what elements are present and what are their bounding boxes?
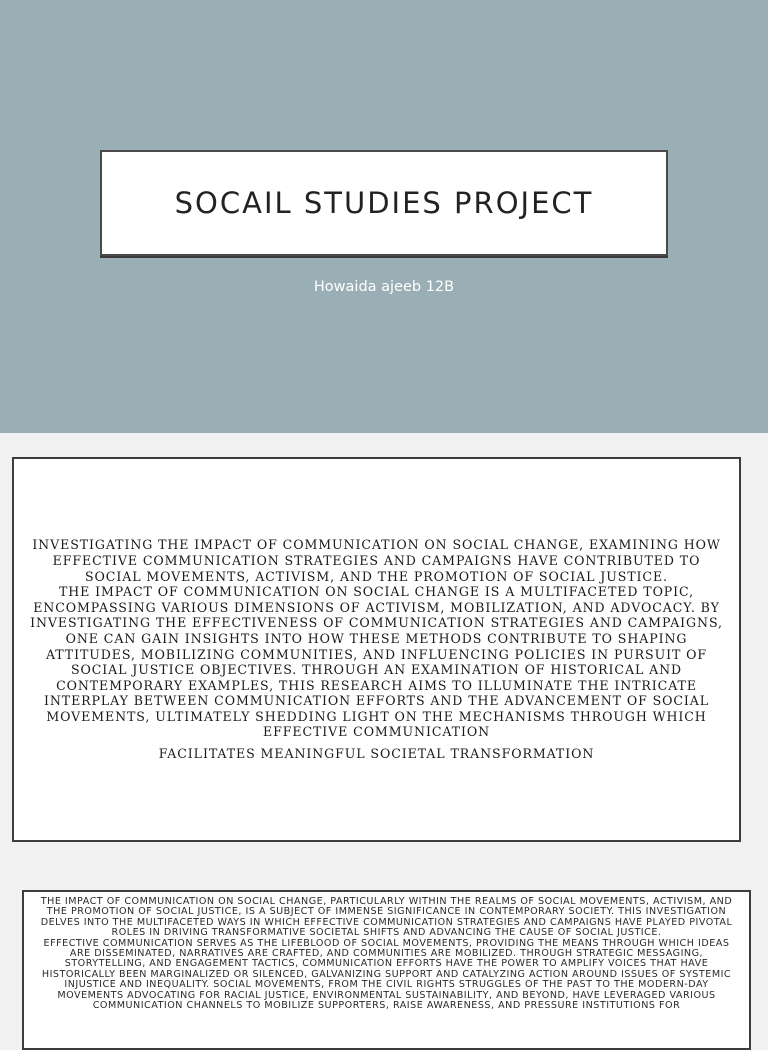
detail-paragraph-1: THE IMPACT OF COMMUNICATION ON SOCIAL CHANGE, PARTICULARLY WITHIN THE REALMS OF SOCIAL MOVEMENTS, ACTIVISM, AND THE PROMOTION OF SOCIAL JUSTICE, IS A SUBJECT OF IMMENSE SIGNIFICANCE IN CONTEMPORARY SOCIETY. THIS INVESTIGATION DELVES INTO THE MULTIFACETED WAYS IN WHICH EFFECTIVE COMMUNICATION STRATEGIES AND CAMPAIGNS HAVE PLAYED PIVOTAL ROLES IN DRIVING TRANSFORMATIVE SOCIETAL SHIFTS AND ADVANCING THE CAUSE OF SOCIAL JUSTICE. [40, 896, 733, 939]
content-slide-detail [22, 890, 751, 1050]
body-paragraph: THE IMPACT OF COMMUNICATION ON SOCIAL CHANGE IS A MULTIFACETED TOPIC, ENCOMPASSING VARIOUS DIMENSIONS OF ACTIVISM, MOBILIZATION, AND ADVOCACY. BY INVESTIGATING THE EFFECTIVENESS OF COMMUNICATION STRATEGIES AND CAMPAIGNS, ONE CAN GAIN INSIGHTS INTO HOW THESE METHODS CONTRIBUTE TO SHAPING ATTITUDES, MOBILIZING COMMUNITIES, AND INFLUENCING POLICIES IN PURSUIT OF SOCIAL JUSTICE OBJECTIVES. THROUGH AN EXAMINATION OF HISTORICAL AND CONTEMPORARY EXAMPLES, THIS RESEARCH AIMS TO ILLUMINATE THE INTRICATE INTERPLAY BETWEEN COMMUNICATION EFFORTS AND THE ADVANCEMENT OF SOCIAL MOVEMENTS, ULTIMATELY SHEDDING LIGHT ON THE MECHANISMS THROUGH WHICH EFFECTIVE COMMUNICATION [30, 584, 723, 740]
slide-subtitle: Howaida ajeeb 12B [313, 279, 455, 295]
title-slide [0, 0, 768, 433]
closing-line: FACILITATES MEANINGFUL SOCIETAL TRANSFORMATION [158, 746, 595, 762]
intro-paragraph: INVESTIGATING THE IMPACT OF COMMUNICATION ON SOCIAL CHANGE, EXAMINING HOW EFFECTIVE COMMUNICATION STRATEGIES AND CAMPAIGNS HAVE CONTRIBUTED TO SOCIAL MOVEMENTS, ACTIVISM, AND THE PROMOTION OF SOCIAL JUSTICE. [32, 537, 721, 584]
detail-paragraph-2: EFFECTIVE COMMUNICATION SERVES AS THE LIFEBLOOD OF SOCIAL MOVEMENTS, PROVIDING THE MEANS THROUGH WHICH IDEAS ARE DISSEMINATED, NARRATIVES ARE CRAFTED, AND COMMUNITIES ARE MOBILIZED. THROUGH STRATEGIC MESSAGING, STORYTELLING, AND ENGAGEMENT TACTICS, COMMUNICATION EFFORTS HAVE THE POWER TO AMPLIFY VOICES THAT HAVE HISTORICALLY BEEN MARGINALIZED OR SILENCED, GALVANIZING SUPPORT AND CATALYZING ACTION AROUND ISSUES OF SYSTEMIC INJUSTICE AND INEQUALITY. SOCIAL MOVEMENTS, FROM THE CIVIL RIGHTS STRUGGLES OF THE PAST TO THE MODERN-DAY MOVEMENTS ADVOCATING FOR RACIAL JUSTICE, ENVIRONMENTAL SUSTAINABILITY, AND BEYOND, HAVE LEVERAGED VARIOUS COMMUNICATION CHANNELS TO MOBILIZE SUPPORTERS, RAISE AWARENESS, AND PRESSURE INSTITUTIONS FOR [41, 937, 732, 1012]
slide-title: SOCAIL STUDIES PROJECT [174, 186, 594, 220]
title-box [100, 150, 668, 256]
content-slide-intro [12, 457, 741, 842]
